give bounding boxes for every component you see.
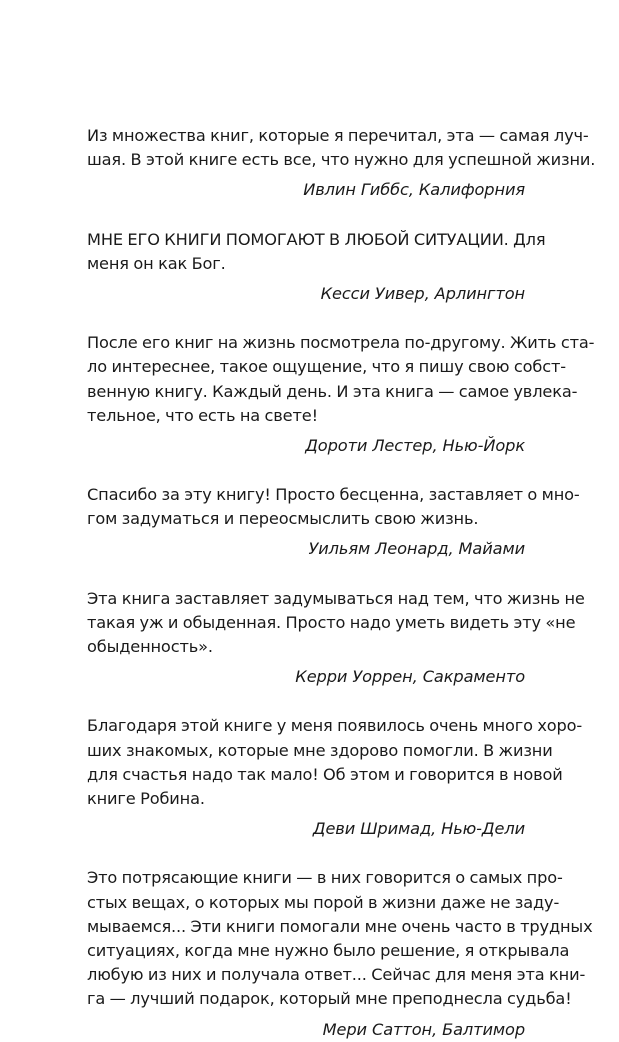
review-text-line: га — лучший подарок, который мне преподнесла судьба! — [87, 989, 572, 1009]
review — [87, 866, 593, 1041]
review-text-line: такая уж и обыденная. Просто надо уметь видеть эту «не — [87, 612, 576, 632]
review-text-line: стых вещах, о которых мы порой в жизни даже не заду- — [87, 892, 560, 912]
review-text-line: гом задуматься и переосмыслить свою жизнь. — [87, 509, 479, 529]
review-author: Уильям Леонард, Майами — [308, 539, 525, 559]
review-text-line: ситуациях, когда мне нужно было решение, я открывала — [87, 940, 570, 960]
review-author: Кесси Уивер, Арлингтон — [320, 283, 525, 303]
testimonials-page — [87, 124, 596, 1042]
review-text-line: Спасибо за эту книгу! Просто бесценна, заставляет о мно- — [87, 485, 580, 505]
review-text-line: обыденность». — [87, 637, 213, 657]
review-text-line: мываемся... Эти книги помогали мне очень часто в трудных — [87, 916, 593, 936]
review — [87, 714, 583, 841]
review-text-line: Эта книга заставляет задумываться над тем, что жизнь не — [87, 588, 585, 608]
review-author: Мери Саттон, Балтимор — [322, 1019, 525, 1039]
review-text-line: МНЕ ЕГО КНИГИ ПОМОГАЮТ В ЛЮБОЙ СИТУАЦИИ. Для — [87, 229, 546, 249]
review-author: Деви Шримад, Нью-Дели — [312, 819, 525, 839]
review-text-line: Благодаря этой книге у меня появилось очень много хоро- — [87, 716, 583, 736]
review — [87, 228, 546, 307]
review — [87, 587, 585, 690]
review-text-line: меня он как Бог. — [87, 253, 226, 273]
review-text-line: книге Робина. — [87, 789, 205, 809]
review-text-line: Из множества книг, которые я перечитал, эта — самая луч- — [87, 126, 589, 145]
review-text-line: тельное, что есть на свете! — [87, 405, 318, 425]
review-text-line: любую из них и получала ответ... Сейчас для меня эта кни- — [87, 965, 586, 985]
review — [87, 124, 596, 203]
review-text-line: Это потрясающие книги — в них говорится о самых про- — [87, 868, 563, 888]
review-text-line: После его книг на жизнь посмотрела по-другому. Жить ста- — [87, 333, 595, 353]
review-author: Керри Уоррен, Сакраменто — [295, 667, 525, 687]
review-author: Ивлин Гиббс, Калифорния — [303, 180, 525, 200]
review — [87, 331, 595, 458]
review-text-line: венную книгу. Каждый день. И эта книга — самое увлека- — [87, 381, 578, 401]
review-author: Дороти Лестер, Нью-Йорк — [305, 435, 525, 455]
review-text-line: для счастья надо так мало! Об этом и говорится в новой — [87, 764, 563, 784]
review-text-line: ших знакомых, которые мне здорово помогли. В жизни — [87, 740, 553, 760]
review-text-line: ло интереснее, такое ощущение, что я пишу свою собст- — [87, 357, 566, 377]
review — [87, 483, 580, 562]
review-text-line: шая. В этой книге есть все, что нужно для успешной жизни. — [87, 150, 596, 170]
